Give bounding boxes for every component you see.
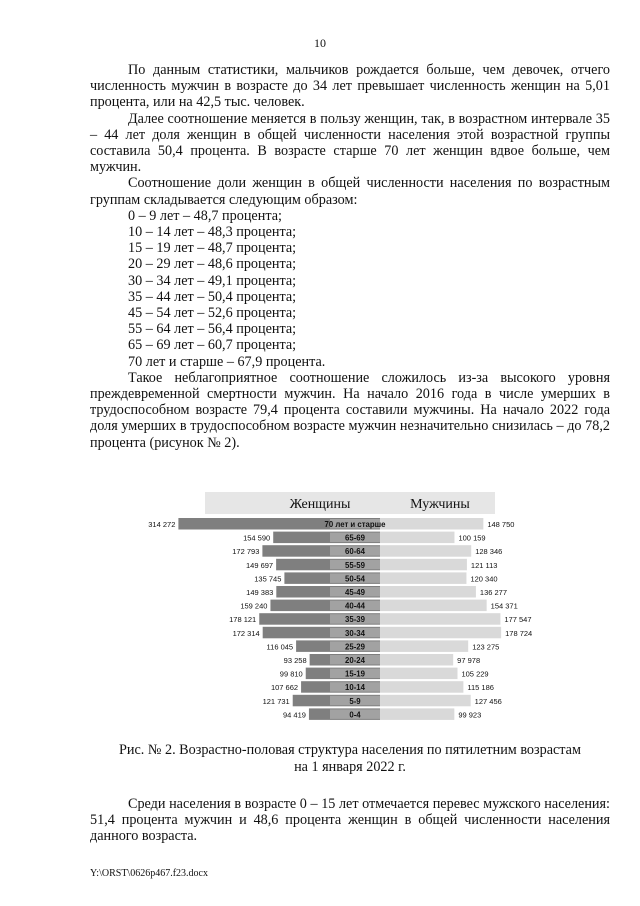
caption-line-2: на 1 января 2022 г. [294, 759, 406, 775]
file-path-footer: Y:\ORST\0626p467.f23.docx [90, 868, 208, 879]
bar-men-5 [380, 586, 476, 598]
value-label-men-0: 148 750 [487, 520, 515, 529]
age-label-13: 5-9 [349, 696, 361, 706]
value-label-men-5: 136 277 [479, 588, 508, 597]
age-label-0: 70 лет и старше [324, 520, 386, 529]
paragraph-birth-ratio: По данным статистики, мальчиков рождается больше, чем девочек, отчего численность мужчин в возрасте до 34 лет превышает численность женщин на 5,01 процента, или на 42,5 тыс. человек. [90, 62, 610, 111]
caption-line-1: Рис. № 2. Возрастно-половая структура населения по пятилетним возрастам [119, 742, 581, 758]
list-item: 70 лет и старше – 67,9 процента. [128, 353, 326, 370]
value-label-women-0: 314 272 [148, 520, 176, 529]
list-item: 45 – 54 лет – 52,6 процента; [128, 305, 297, 322]
value-label-men-14: 99 923 [458, 710, 482, 720]
legend-women: Женщины [289, 497, 351, 512]
bar-men-1 [380, 532, 454, 544]
figure-caption [90, 742, 610, 776]
value-label-men-3: 121 113 [470, 560, 498, 570]
page-number: 10 [314, 36, 326, 50]
bar-men-12 [380, 681, 463, 693]
legend-men: Мужчины [410, 497, 470, 512]
age-label-1: 65-69 [345, 533, 365, 543]
bar-men-3 [380, 559, 467, 571]
value-label-men-9: 123 275 [472, 642, 500, 652]
value-label-women-7: 178 121 [229, 615, 257, 625]
age-label-9: 25-29 [345, 642, 365, 652]
population-pyramid-chart [0, 488, 640, 728]
age-label-10: 20-24 [345, 656, 365, 665]
age-label-7: 35-39 [345, 615, 365, 625]
list-item: 0 – 9 лет – 48,7 процента; [128, 207, 282, 224]
age-label-5: 45-49 [345, 588, 365, 597]
value-label-women-5: 149 383 [246, 588, 274, 597]
paragraph-mortality: Такое неблагоприятное соотношение сложилось из-за высокого уровня преждевременной смертности мужчин. На начало 2016 года в числе умерших в трудоспособном возрасте 79,4 процента составили мужчины. На начало 2022 года доля умерших в трудоспособном возрасте мужчин незначительно снизилась – до 78,2 процента (рисунок № 2). [90, 369, 610, 451]
value-label-men-7: 177 547 [504, 615, 532, 625]
value-label-women-11: 99 810 [279, 669, 303, 679]
value-label-women-4: 135 745 [254, 574, 282, 584]
bar-men-8 [380, 627, 501, 639]
age-label-11: 15-19 [345, 669, 365, 679]
bar-men-2 [380, 545, 471, 557]
intro-text [90, 62, 610, 451]
value-label-women-9: 116 045 [266, 642, 294, 652]
value-label-men-1: 100 159 [458, 533, 486, 543]
value-label-men-10: 97 978 [457, 656, 481, 665]
share-list [90, 208, 610, 370]
bar-men-10 [380, 654, 453, 666]
bar-men-9 [380, 640, 468, 652]
paragraph-youth-ratio: Среди населения в возрасте 0 – 15 лет отмечается перевес мужского населения: 51,4 процента мужчин и 48,6 процента женщин в общей численности населения данного возраста. [90, 796, 610, 845]
age-label-6: 40-44 [345, 601, 365, 611]
age-label-2: 60-64 [345, 547, 365, 557]
value-label-women-2: 172 793 [232, 547, 260, 557]
value-label-women-10: 93 258 [283, 656, 307, 665]
age-label-4: 50-54 [345, 574, 365, 584]
value-label-men-12: 115 186 [467, 683, 494, 693]
bar-men-14 [380, 708, 454, 720]
value-label-women-8: 172 314 [232, 628, 260, 638]
list-item: 30 – 34 лет – 49,1 процента; [128, 272, 297, 289]
paragraph-ratio-change: Далее соотношение меняется в пользу женщин, так, в возрастном интервале 35 – 44 лет доля женщин в общей численности населения этой возрастной группы составила 50,4 процента. В возрасте старше 70 лет женщин вдвое больше, чем мужчин. [90, 110, 610, 176]
list-item: 15 – 19 лет – 48,7 процента; [128, 240, 297, 257]
list-item: 20 – 29 лет – 48,6 процента; [128, 256, 297, 273]
age-label-12: 10-14 [345, 683, 365, 693]
bar-men-0 [380, 518, 483, 530]
list-item: 55 – 64 лет – 56,4 процента; [128, 321, 297, 338]
list-item: 10 – 14 лет – 48,3 процента; [128, 224, 297, 241]
value-label-men-11: 105 229 [461, 669, 489, 679]
value-label-women-6: 159 240 [240, 601, 268, 611]
bar-men-6 [380, 600, 487, 612]
bar-men-7 [380, 613, 500, 625]
value-label-women-12: 107 662 [270, 683, 299, 693]
value-label-men-8: 178 724 [505, 628, 533, 638]
age-label-8: 30-34 [345, 628, 365, 638]
paragraph-share-intro: Соотношение доли женщин в общей численности населения по возрастным группам складывается следующим образом: [90, 175, 610, 208]
value-label-women-1: 154 590 [243, 533, 271, 543]
list-item: 35 – 44 лет – 50,4 процента; [128, 288, 297, 305]
list-item: 65 – 69 лет – 60,7 процента; [128, 337, 297, 354]
value-label-men-13: 127 456 [474, 696, 502, 706]
value-label-women-14: 94 419 [282, 710, 306, 720]
value-label-men-6: 154 371 [490, 601, 518, 611]
bar-men-13 [380, 695, 471, 707]
value-label-men-2: 128 346 [475, 547, 503, 557]
value-label-women-3: 149 697 [245, 560, 274, 570]
population-pyramid-svg [0, 488, 640, 728]
age-label-14: 0-4 [349, 710, 361, 720]
age-label-3: 55-59 [345, 560, 365, 570]
bar-men-11 [380, 668, 457, 680]
value-label-men-4: 120 340 [470, 574, 498, 584]
value-label-women-13: 121 731 [262, 696, 290, 706]
bar-men-4 [380, 572, 466, 584]
closing-text [90, 796, 610, 845]
